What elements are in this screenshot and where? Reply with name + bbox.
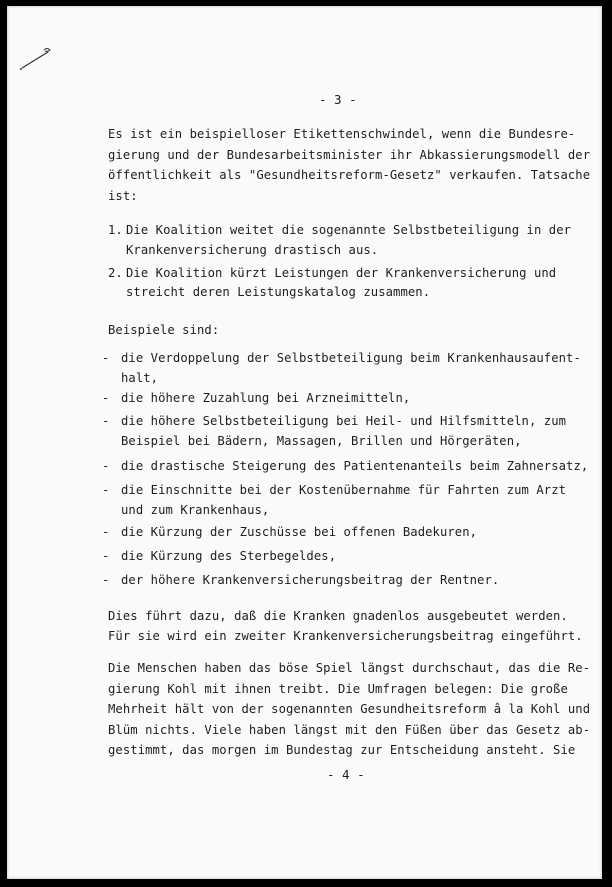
example-line: die höhere Selbstbeteiligung bei Heil- und Hilfsmitteln, zum <box>121 414 567 428</box>
numbered-item-line: streicht deren Leistungskatalog zusammen. <box>126 285 431 299</box>
bullet-dash: - <box>102 391 110 405</box>
document-page <box>7 6 602 879</box>
numbered-item-line: Die Koalition kürzt Leistungen der Krankenversicherung und <box>126 266 557 280</box>
bullet-dash: - <box>102 414 110 428</box>
intro-line: gierung und der Bundesarbeitsminister ihr Abkassierungsmodell der <box>108 147 591 162</box>
conclusion-line: Dies führt dazu, daß die Kranken gnadenlos ausgebeutet werden. <box>108 609 568 623</box>
final-paragraph-line: Die Menschen haben das böse Spiel längst durchschaut, das die Re- <box>108 661 591 675</box>
example-line: Beispiel bei Bädern, Massagen, Brillen und Hörgeräten, <box>121 434 522 448</box>
example-line: und zum Krankenhaus, <box>121 503 270 517</box>
bullet-dash: - <box>102 483 110 497</box>
example-line: die Einschnitte bei der Kostenübernahme für Fahrten zum Arzt <box>121 483 567 497</box>
examples-heading: Beispiele sind: <box>108 323 220 337</box>
example-line: die Kürzung des Sterbegeldes, <box>121 549 337 563</box>
final-paragraph-line: Blüm nichts. Viele haben längst mit den Füßen über das Gesetz ab- <box>108 722 591 737</box>
intro-line: ist: <box>108 188 138 203</box>
bullet-dash: - <box>102 549 110 563</box>
example-line: die drastische Steigerung des Patientenanteils beim Zahnersatz, <box>121 459 589 473</box>
page-number-bottom: - 4 - <box>327 767 365 782</box>
bullet-dash: - <box>102 525 110 539</box>
bullet-dash: - <box>102 459 110 473</box>
handwritten-mark <box>18 44 58 78</box>
example-line: der höhere Krankenversicherungsbeitrag der Rentner. <box>121 573 500 587</box>
final-paragraph-line: gestimmt, das morgen im Bundestag zur Entscheidung ansteht. Sie <box>108 743 576 758</box>
bullet-dash: - <box>102 573 110 587</box>
numbered-item-label: 2. <box>108 266 123 280</box>
numbered-item-line: Krankenversicherung drastisch aus. <box>126 243 379 257</box>
final-paragraph-line: Mehrheit hält von der sogenannten Gesundheitsreform â la Kohl und <box>108 702 591 717</box>
numbered-item-label: 1. <box>108 223 123 237</box>
example-line: die Kürzung der Zuschüsse bei offenen Badekuren, <box>121 525 478 539</box>
example-line: halt, <box>121 371 159 385</box>
numbered-item-line: Die Koalition weitet die sogenannte Selbstbeteiligung in der <box>126 223 572 237</box>
page-number-top: - 3 - <box>319 92 357 107</box>
example-line: die Verdoppelung der Selbstbeteiligung beim Krankenhausaufent- <box>121 351 581 365</box>
bullet-dash: - <box>102 351 110 365</box>
final-paragraph-line: gierung Kohl mit ihnen treibt. Die Umfragen belegen: Die große <box>108 681 568 696</box>
conclusion-line: Für sie wird ein zweiter Krankenversicherungsbeitrag eingeführt. <box>108 629 583 643</box>
example-line: die höhere Zuzahlung bei Arzneimitteln, <box>121 391 411 405</box>
intro-line: öffentlichkeit als "Gesundheitsreform-Gesetz" verkaufen. Tatsache <box>108 168 591 183</box>
intro-line: Es ist ein beispielloser Etikettenschwindel, wenn die Bundesre- <box>108 127 576 141</box>
